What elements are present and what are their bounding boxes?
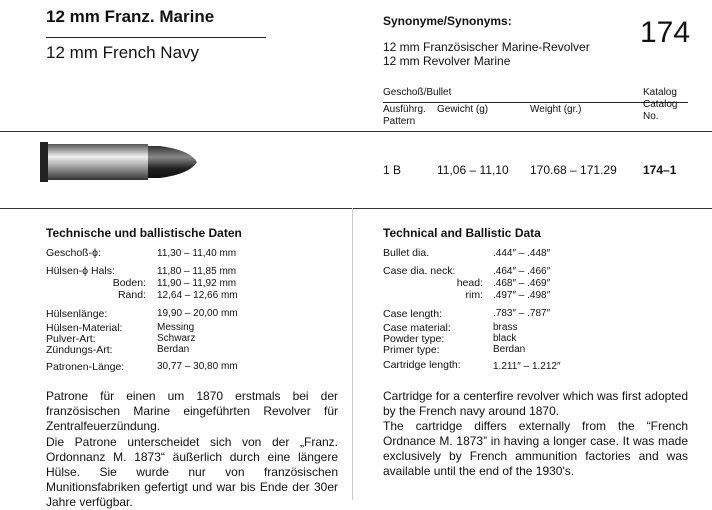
en-label-rim: rim: xyxy=(465,289,483,301)
de-label-rim: Rand: xyxy=(117,289,146,301)
de-value-neck: 11,80 – 11,85 mm xyxy=(157,266,237,277)
catalog-number: 174–1 xyxy=(643,163,677,177)
en-value-cartridge-length: 1.211″ – 1.212″ xyxy=(493,361,561,372)
en-data-title: Technical and Ballistic Data xyxy=(383,226,541,240)
en-label-neck: Case dia. neck: xyxy=(383,265,456,277)
col-pattern-de: Ausführg. xyxy=(383,104,426,115)
cartridge-illustration xyxy=(40,136,200,188)
synonym-item: 12 mm Revolver Marine xyxy=(383,54,511,68)
de-value-cartridge-length: 30,77 – 30,80 mm xyxy=(157,361,238,372)
en-label-cartridge-length: Cartridge length: xyxy=(383,359,461,371)
en-label-bullet-dia: Bullet dia. xyxy=(383,247,430,259)
de-value-primer: Berdan xyxy=(157,344,190,355)
en-value-neck: .464″ – .466″ xyxy=(493,266,551,277)
de-value-head: 11,90 – 11,92 mm xyxy=(157,278,237,289)
bullet-weight-g: 11,06 – 11,10 xyxy=(437,163,509,177)
de-value-bullet-dia: 11,30 – 11,40 mm xyxy=(157,248,237,259)
page-number: 174 xyxy=(640,16,691,49)
de-label-case-length: Hülsenlänge: xyxy=(46,308,108,320)
de-data-title: Technische und ballistische Daten xyxy=(46,226,242,240)
de-label-powder: Pulver-Art: xyxy=(46,333,96,345)
en-label-primer: Primer type: xyxy=(383,344,440,356)
de-value-powder: Schwarz xyxy=(157,333,196,344)
col-catalog-de: Katalog xyxy=(643,87,677,98)
en-value-head: .468″ – .469″ xyxy=(493,278,551,289)
en-label-powder: Powder type: xyxy=(383,333,445,345)
col-weight-gr: Weight (gr.) xyxy=(530,104,582,115)
bullet-pattern: 1 B xyxy=(383,163,402,177)
de-value-case-length: 19,90 – 20,00 mm xyxy=(157,308,238,319)
de-value-case-material: Messing xyxy=(157,322,195,333)
de-label-neck: Hülsen-ϕ Hals: xyxy=(46,265,115,277)
description-de-p1: Patrone für einen um 1870 erstmals bei der französischen Marine eingeführten Revolver für Zentralfeuerzündung. xyxy=(46,389,338,433)
en-value-case-material: brass xyxy=(493,322,518,333)
en-value-primer: Berdan xyxy=(493,344,526,355)
de-label-primer: Zündungs-Art: xyxy=(46,344,113,356)
bullet-group-label: Geschoß/Bullet xyxy=(383,87,452,98)
title-english: 12 mm French Navy xyxy=(46,43,200,62)
image-row-bottom-rule xyxy=(0,208,712,209)
col-pattern-en: Pattern xyxy=(383,116,416,127)
synonym-item: 12 mm Französischer Marine-Revolver xyxy=(383,40,590,54)
title-divider xyxy=(46,37,266,38)
en-value-case-length: .783″ – .787″ xyxy=(493,308,551,319)
col-catalog-en: Catalog xyxy=(643,99,678,110)
en-value-bullet-dia: .444″ – .448″ xyxy=(493,248,551,259)
de-label-case-material: Hülsen-Material: xyxy=(46,322,123,334)
description-de-p2: Die Patrone unterscheidet sich von der „Franz. Ordonnanz M. 1873“ äußerlich durch eine längere Hülse. Sie wurde nur von französischen Munitionsfabriken gefertigt und war bis Ende der 30er Jahre verfügbar. xyxy=(46,435,338,509)
col-catalog-no: No. xyxy=(643,111,659,122)
col-weight-g: Gewicht (g) xyxy=(437,104,489,115)
de-label-bullet-dia: Geschoß-ϕ: xyxy=(46,247,101,259)
bullet-weight-gr: 170.68 – 171.29 xyxy=(530,163,617,177)
en-value-rim: .497″ – .498″ xyxy=(493,290,551,301)
de-label-cartridge-length: Patronen-Länge: xyxy=(46,361,125,373)
synonyms-heading: Synonyme/Synonyms: xyxy=(383,14,512,28)
de-label-head: Boden: xyxy=(112,277,146,289)
column-divider xyxy=(352,208,353,500)
description-en-p2: The cartridge differs externally from the “French Ordnance M. 1873” in having a longer case. It was made exclusively by French ammunition factories and was available until the end of the 1930's. xyxy=(383,419,688,478)
en-label-head: head: xyxy=(456,277,483,289)
en-value-powder: black xyxy=(493,333,517,344)
description-en-p1: Cartridge for a centerfire revolver which was first adopted by the French navy around 1870. xyxy=(383,389,688,418)
title-german: 12 mm Franz. Marine xyxy=(46,7,215,26)
image-row-top-rule xyxy=(0,131,712,132)
en-label-case-material: Case material: xyxy=(383,322,451,334)
en-label-case-length: Case length: xyxy=(383,308,442,320)
de-value-rim: 12,64 – 12,66 mm xyxy=(157,290,238,301)
